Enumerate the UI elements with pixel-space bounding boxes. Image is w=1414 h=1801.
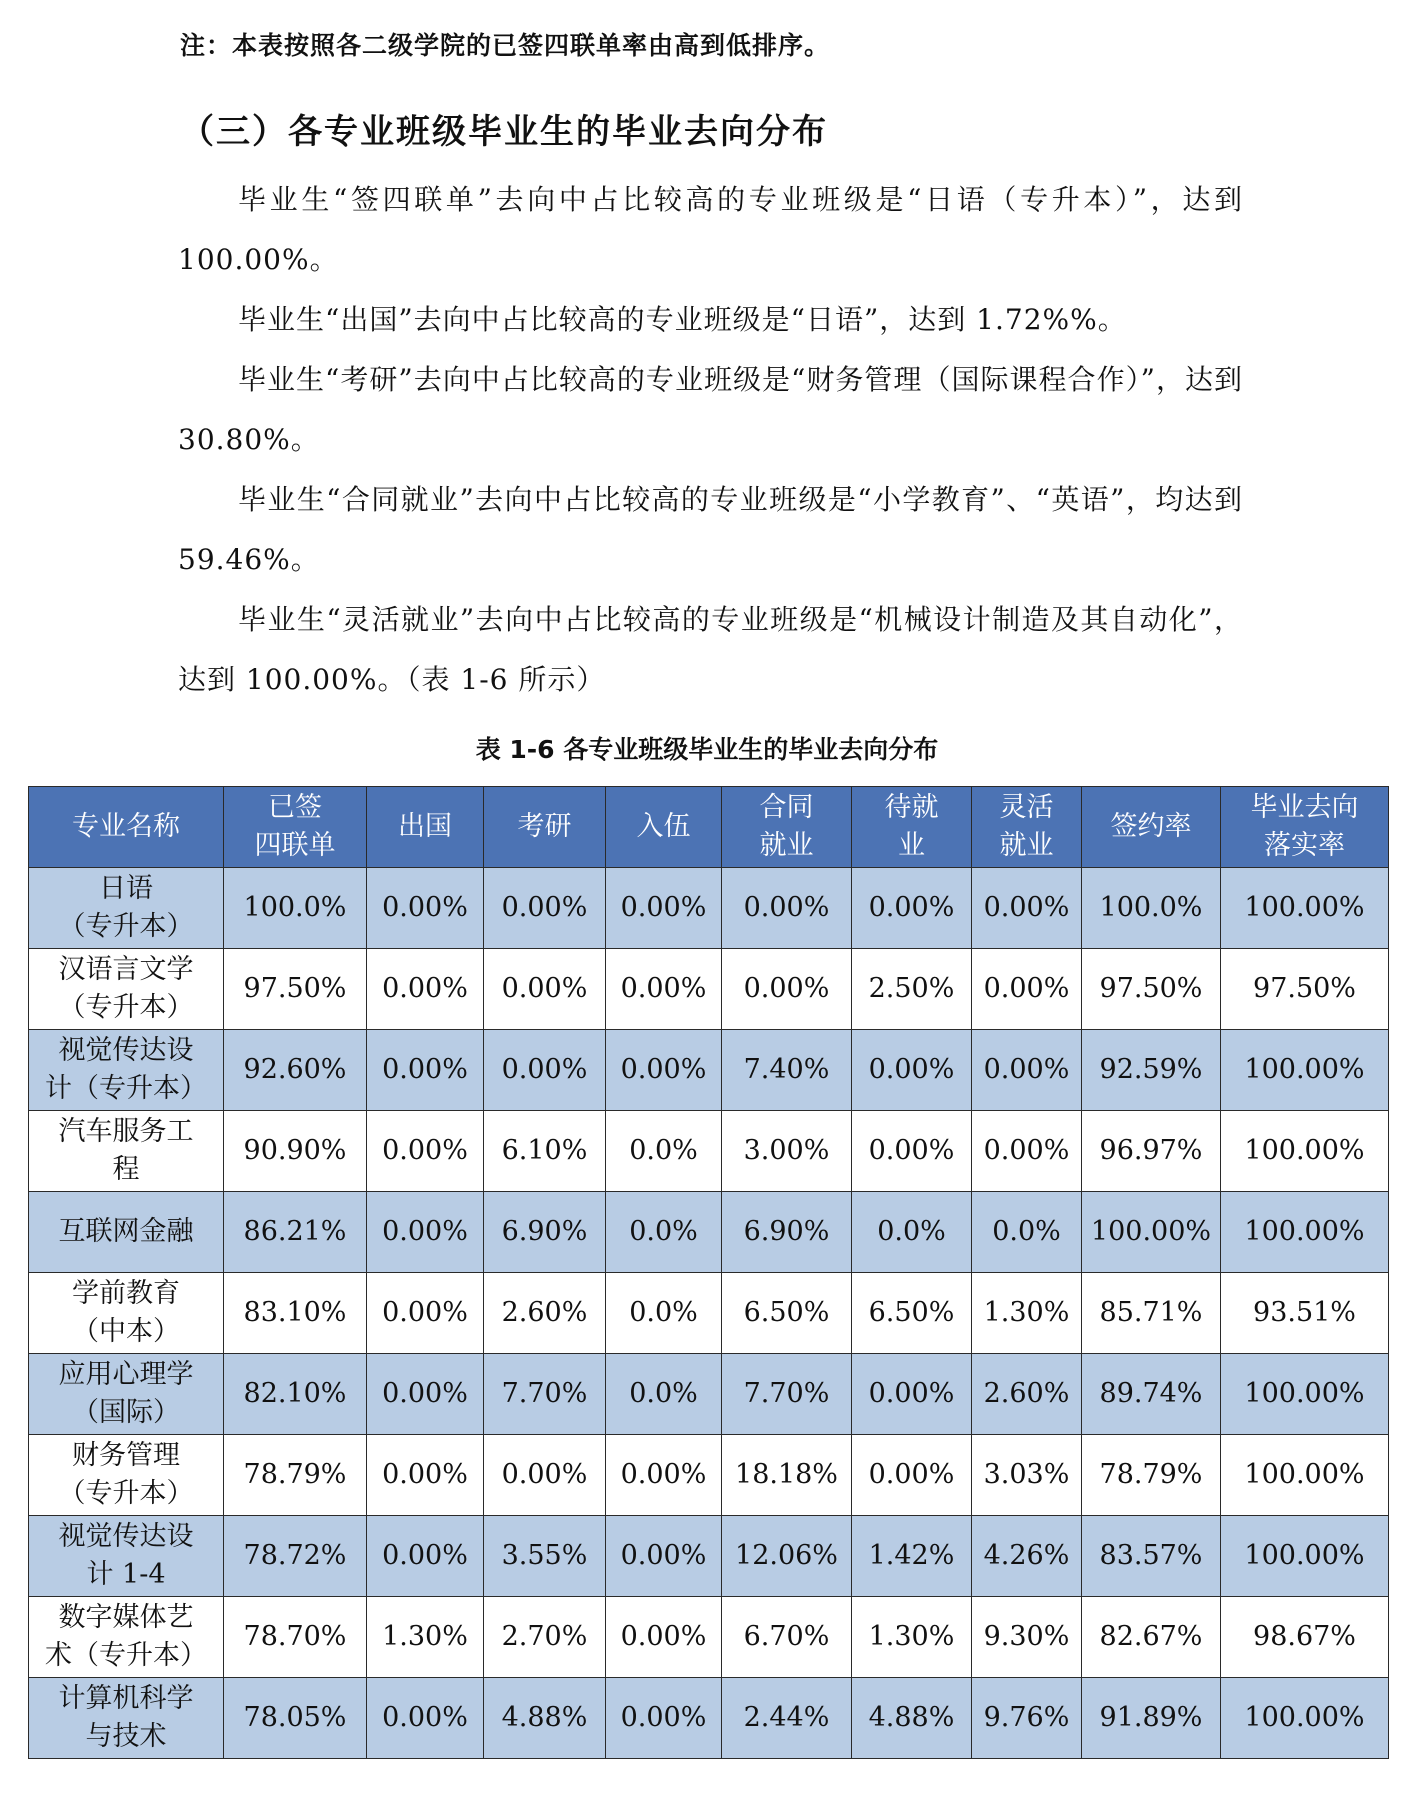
value-cell: 91.89% (1082, 1678, 1221, 1759)
value-cell: 78.70% (224, 1597, 367, 1678)
value-cell: 0.0% (606, 1354, 722, 1435)
paragraph: 毕业生“考研”去向中占比较高的专业班级是“财务管理（国际课程合作）”，达到 30.80%。 (178, 363, 1243, 456)
value-cell: 0.00% (606, 949, 722, 1030)
major-name-cell: 汉语言文学 （专升本） (29, 949, 224, 1030)
value-cell: 0.00% (367, 1435, 484, 1516)
value-cell: 0.00% (367, 1111, 484, 1192)
value-cell: 0.00% (852, 1111, 972, 1192)
table-row (29, 1597, 1389, 1678)
value-cell: 92.59% (1082, 1030, 1221, 1111)
value-cell: 2.60% (484, 1273, 606, 1354)
value-cell: 0.00% (722, 949, 852, 1030)
value-cell: 1.30% (367, 1597, 484, 1678)
value-cell: 100.00% (1221, 1435, 1389, 1516)
value-cell: 97.50% (1082, 949, 1221, 1030)
value-cell: 0.00% (484, 868, 606, 949)
value-cell: 4.26% (972, 1516, 1082, 1597)
value-cell: 90.90% (224, 1111, 367, 1192)
value-cell: 100.00% (1221, 1192, 1389, 1273)
value-cell: 4.88% (852, 1678, 972, 1759)
value-cell: 0.00% (367, 949, 484, 1030)
value-cell: 93.51% (1221, 1273, 1389, 1354)
value-cell: 78.79% (1082, 1435, 1221, 1516)
table-row (29, 1516, 1389, 1597)
value-cell: 0.00% (367, 868, 484, 949)
value-cell: 9.30% (972, 1597, 1082, 1678)
value-cell: 3.03% (972, 1435, 1082, 1516)
value-cell: 0.0% (606, 1111, 722, 1192)
table-row (29, 1354, 1389, 1435)
value-cell: 100.00% (1221, 1030, 1389, 1111)
value-cell: 6.10% (484, 1111, 606, 1192)
table-note: 注：本表按照各二级学院的已签四联单率由高到低排序。 (180, 31, 831, 60)
value-cell: 96.97% (1082, 1111, 1221, 1192)
section-title: （三）各专业班级毕业生的毕业去向分布 (180, 112, 828, 152)
value-cell: 78.79% (224, 1435, 367, 1516)
value-cell: 0.00% (484, 1435, 606, 1516)
column-header: 灵活 就业 (972, 787, 1082, 868)
value-cell: 0.00% (367, 1678, 484, 1759)
value-cell: 0.00% (606, 1435, 722, 1516)
value-cell: 0.00% (484, 949, 606, 1030)
destination-table (28, 786, 1389, 1759)
column-header: 合同 就业 (722, 787, 852, 868)
major-name-cell: 应用心理学 （国际） (29, 1354, 224, 1435)
paragraph: 毕业生“出国”去向中占比较高的专业班级是“日语”，达到 1.72%%。 (238, 303, 1127, 336)
table-caption: 表 1-6 各专业班级毕业生的毕业去向分布 (475, 735, 939, 764)
major-name-cell: 计算机科学 与技术 (29, 1678, 224, 1759)
table-row (29, 1030, 1389, 1111)
value-cell: 6.70% (722, 1597, 852, 1678)
table-row (29, 1192, 1389, 1273)
value-cell: 100.00% (1221, 1678, 1389, 1759)
value-cell: 0.0% (972, 1192, 1082, 1273)
value-cell: 0.00% (367, 1354, 484, 1435)
value-cell: 7.70% (484, 1354, 606, 1435)
value-cell: 83.10% (224, 1273, 367, 1354)
major-name-cell: 数字媒体艺 术（专升本） (29, 1597, 224, 1678)
value-cell: 92.60% (224, 1030, 367, 1111)
value-cell: 3.00% (722, 1111, 852, 1192)
value-cell: 0.00% (367, 1192, 484, 1273)
value-cell: 18.18% (722, 1435, 852, 1516)
value-cell: 0.00% (606, 1516, 722, 1597)
major-name-cell: 汽车服务工 程 (29, 1111, 224, 1192)
value-cell: 0.00% (606, 1678, 722, 1759)
table-row (29, 1273, 1389, 1354)
value-cell: 0.00% (852, 868, 972, 949)
paragraph: 毕业生“灵活就业”去向中占比较高的专业班级是“机械设计制造及其自动化”，达到 100.00%。（表 1-6 所示） (178, 603, 1243, 696)
value-cell: 82.67% (1082, 1597, 1221, 1678)
value-cell: 1.42% (852, 1516, 972, 1597)
value-cell: 0.00% (606, 1030, 722, 1111)
column-header: 签约率 (1082, 787, 1221, 868)
value-cell: 97.50% (1221, 949, 1389, 1030)
value-cell: 0.00% (852, 1354, 972, 1435)
value-cell: 100.0% (1082, 868, 1221, 949)
value-cell: 1.30% (972, 1273, 1082, 1354)
value-cell: 0.00% (367, 1273, 484, 1354)
column-header: 毕业去向 落实率 (1221, 787, 1389, 868)
value-cell: 0.00% (972, 949, 1082, 1030)
table-row (29, 1111, 1389, 1192)
value-cell: 83.57% (1082, 1516, 1221, 1597)
value-cell: 0.00% (972, 1030, 1082, 1111)
value-cell: 2.44% (722, 1678, 852, 1759)
value-cell: 97.50% (224, 949, 367, 1030)
value-cell: 0.00% (367, 1030, 484, 1111)
table-header-row (29, 787, 1389, 868)
value-cell: 7.70% (722, 1354, 852, 1435)
table-row (29, 868, 1389, 949)
value-cell: 100.00% (1082, 1192, 1221, 1273)
value-cell: 0.0% (606, 1273, 722, 1354)
column-header: 待就 业 (852, 787, 972, 868)
major-name-cell: 视觉传达设 计（专升本） (29, 1030, 224, 1111)
value-cell: 6.90% (722, 1192, 852, 1273)
value-cell: 86.21% (224, 1192, 367, 1273)
major-name-cell: 互联网金融 (29, 1192, 224, 1273)
value-cell: 2.70% (484, 1597, 606, 1678)
value-cell: 6.90% (484, 1192, 606, 1273)
major-name-cell: 学前教育 （中本） (29, 1273, 224, 1354)
value-cell: 0.00% (852, 1030, 972, 1111)
paragraph: 毕业生“合同就业”去向中占比较高的专业班级是“小学教育”、“英语”，均达到 59.46%。 (178, 483, 1243, 576)
value-cell: 78.05% (224, 1678, 367, 1759)
value-cell: 0.00% (852, 1435, 972, 1516)
value-cell: 0.00% (606, 868, 722, 949)
value-cell: 100.0% (224, 868, 367, 949)
table-row (29, 1435, 1389, 1516)
value-cell: 100.00% (1221, 1111, 1389, 1192)
major-name-cell: 日语 （专升本） (29, 868, 224, 949)
value-cell: 100.00% (1221, 1516, 1389, 1597)
value-cell: 1.30% (852, 1597, 972, 1678)
value-cell: 9.76% (972, 1678, 1082, 1759)
value-cell: 4.88% (484, 1678, 606, 1759)
value-cell: 78.72% (224, 1516, 367, 1597)
value-cell: 0.00% (484, 1030, 606, 1111)
value-cell: 7.40% (722, 1030, 852, 1111)
value-cell: 0.00% (606, 1597, 722, 1678)
table-body (29, 868, 1389, 1759)
column-header: 已签 四联单 (224, 787, 367, 868)
value-cell: 100.00% (1221, 868, 1389, 949)
value-cell: 0.00% (972, 1111, 1082, 1192)
value-cell: 3.55% (484, 1516, 606, 1597)
value-cell: 2.60% (972, 1354, 1082, 1435)
value-cell: 6.50% (852, 1273, 972, 1354)
column-header: 考研 (484, 787, 606, 868)
value-cell: 0.00% (367, 1516, 484, 1597)
column-header: 出国 (367, 787, 484, 868)
column-header: 入伍 (606, 787, 722, 868)
value-cell: 6.50% (722, 1273, 852, 1354)
major-name-cell: 财务管理 （专升本） (29, 1435, 224, 1516)
table-row (29, 949, 1389, 1030)
major-name-cell: 视觉传达设 计 1-4 (29, 1516, 224, 1597)
value-cell: 0.0% (606, 1192, 722, 1273)
value-cell: 89.74% (1082, 1354, 1221, 1435)
value-cell: 85.71% (1082, 1273, 1221, 1354)
value-cell: 100.00% (1221, 1354, 1389, 1435)
value-cell: 0.0% (852, 1192, 972, 1273)
value-cell: 0.00% (972, 868, 1082, 949)
value-cell: 82.10% (224, 1354, 367, 1435)
value-cell: 98.67% (1221, 1597, 1389, 1678)
value-cell: 0.00% (722, 868, 852, 949)
body-text (178, 170, 1243, 710)
column-header: 专业名称 (29, 787, 224, 868)
table-row (29, 1678, 1389, 1759)
value-cell: 2.50% (852, 949, 972, 1030)
paragraph: 毕业生“签四联单”去向中占比较高的专业班级是“日语（专升本）”，达到 100.00%。 (178, 183, 1243, 276)
value-cell: 12.06% (722, 1516, 852, 1597)
